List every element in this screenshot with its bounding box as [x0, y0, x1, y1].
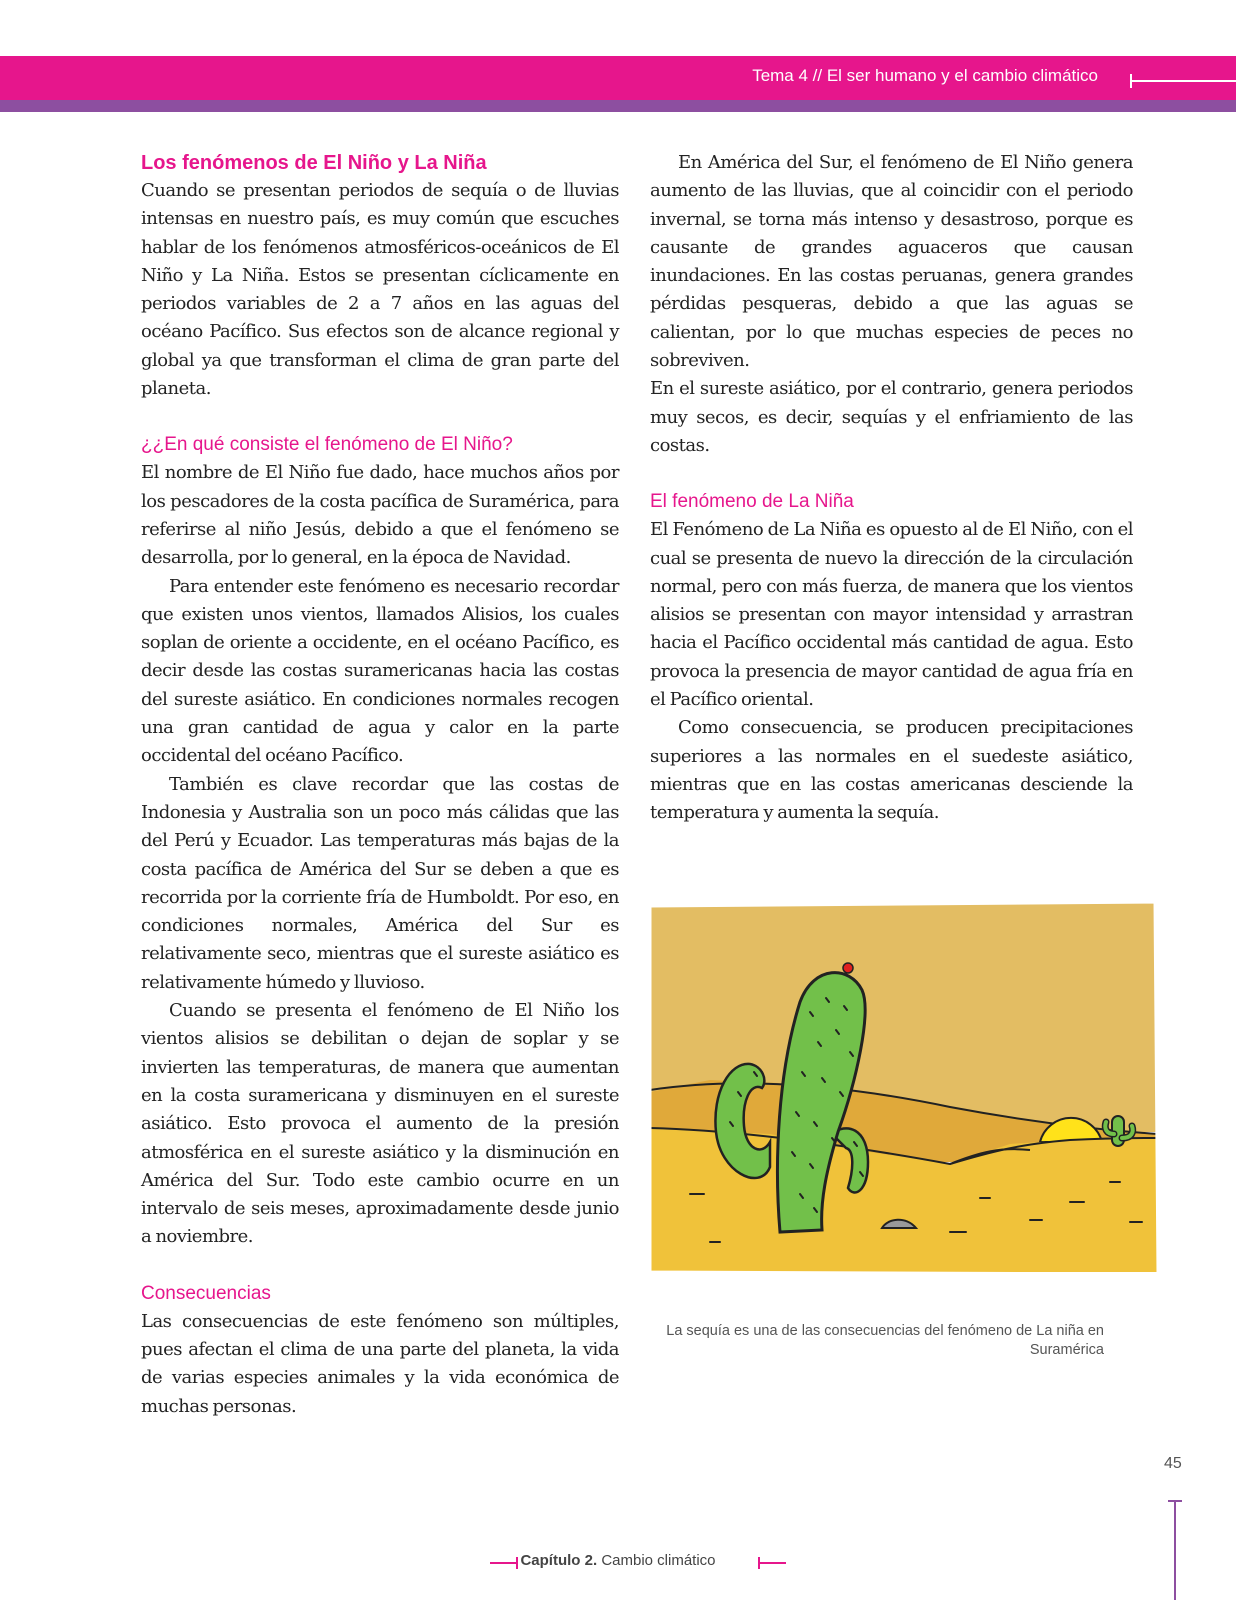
paragraph: Para entender este fenómeno es necesario recordar que existen unos vientos, llamados Alisios, los cuales soplan de oriente a occidente, en el océano Pacífico, es decir desde las costas suramericanas hacia las costas del sureste asiático. En condiciones normales recogen una gran cantidad de agua y calor en la parte occidental del océano Pacífico. [141, 575, 619, 767]
footer [0, 1552, 1236, 1569]
paragraph: Cuando se presentan periodos de sequía o de lluvias intensas en nuestro país, es muy común que escuches hablar de los fenómenos atmosféricos-oceánicos de El Niño y La Niña. Estos se presentan cíclicamente en periodos variables de 2 a 7 años en las aguas del océano Pacífico. Sus efectos son de alcance regional y global ya que transforman el clima de gran parte del planeta. [141, 180, 619, 400]
paragraph: El Fenómeno de La Niña es opuesto al de El Niño, con el cual se presenta de nuevo la dirección de la circulación normal, pero con más fuerza, de manera que los vientos alisios se presentan con mayor intensidad y arrastran hacia el Pacífico occidental más cantidad de agua. Esto provoca la presencia de mayor cantidad de agua fría en el Pacífico oriental. [650, 519, 1133, 711]
paragraph: Como consecuencia, se producen precipitaciones superiores a las normales en el suedeste asiático, mientras que en las costas americanas desciende la temperatura y aumenta la sequía. [650, 717, 1133, 824]
footer-rule-right [758, 1562, 786, 1564]
desert-cactus-illustration [650, 902, 1162, 1272]
footer-tick-right [758, 1557, 760, 1569]
right-column [650, 149, 1133, 828]
header-title: Tema 4 // El ser humano y el cambio climático [752, 66, 1098, 85]
figure-caption: La sequía es una de las consecuencias del fenómeno de La niña en Suramérica [666, 1323, 1104, 1358]
paragraph: Cuando se presenta el fenómeno de El Niño los vientos alisios se debilitan o dejan de soplar y se invierten las temperaturas, de manera que aumentan en la costa suramericana y disminuyen en el sureste asiático. Esto provoca el aumento de la presión atmosférica en el sureste asiático y la disminución en América del Sur. Todo este cambio ocurre en un intervalo de seis meses, aproximadamente desde junio a noviembre. [141, 1000, 619, 1248]
left-column [141, 149, 619, 1421]
header-rule-tick [1130, 74, 1132, 88]
header-strip [0, 100, 1236, 112]
page-number-rule [1174, 1500, 1176, 1600]
paragraph: El nombre de El Niño fue dado, hace muchos años por los pescadores de la costa pacífica de Suramérica, para referirse al niño Jesús, debido a que el fenómeno se desarrolla, por lo general, en la época de Navidad. [141, 462, 619, 569]
subsection-heading: ¿¿En qué consiste el fenómeno de El Niño? [141, 434, 513, 456]
footer-title: Cambio climático [601, 1552, 716, 1569]
footer-chapter: Capítulo 2. [520, 1552, 598, 1569]
paragraph: En América del Sur, el fenómeno de El Niño genera aumento de las lluvias, que al coincidir con el periodo invernal, se torna más intenso y desastroso, porque es causante de grandes aguaceros que causan inundaciones. En las costas peruanas, genera grandes pérdidas pesqueras, debido a que las aguas se calientan, por lo que muchas especies de peces no sobreviven. [650, 152, 1133, 372]
paragraph: También es clave recordar que las costas de Indonesia y Australia son un poco más cálidas que las del Perú y Ecuador. Las temperaturas más bajas de la costa pacífica de América del Sur se deben a que es recorrida por la corriente fría de Humboldt. Por eso, en condiciones normales, América del Sur es relativamente seco, mientras que el sureste asiático es relativamente húmedo y lluvioso. [141, 773, 619, 993]
section-heading: Los fenómenos de El Niño y La Niña [141, 152, 487, 174]
page-number: 45 [1164, 1455, 1182, 1472]
paragraph: Las consecuencias de este fenómeno son múltiples, pues afectan el clima de una parte del planeta, la vida de varias especies animales y la vida económica de muchas personas. [141, 1310, 619, 1417]
paragraph: En el sureste asiático, por el contrario, genera periodos muy secos, es decir, sequías y el enfriamiento de las costas. [650, 378, 1133, 456]
subsection-heading: Consecuencias [141, 1282, 271, 1304]
subsection-heading: El fenómeno de La Niña [650, 491, 854, 513]
header-rule [1130, 80, 1236, 82]
